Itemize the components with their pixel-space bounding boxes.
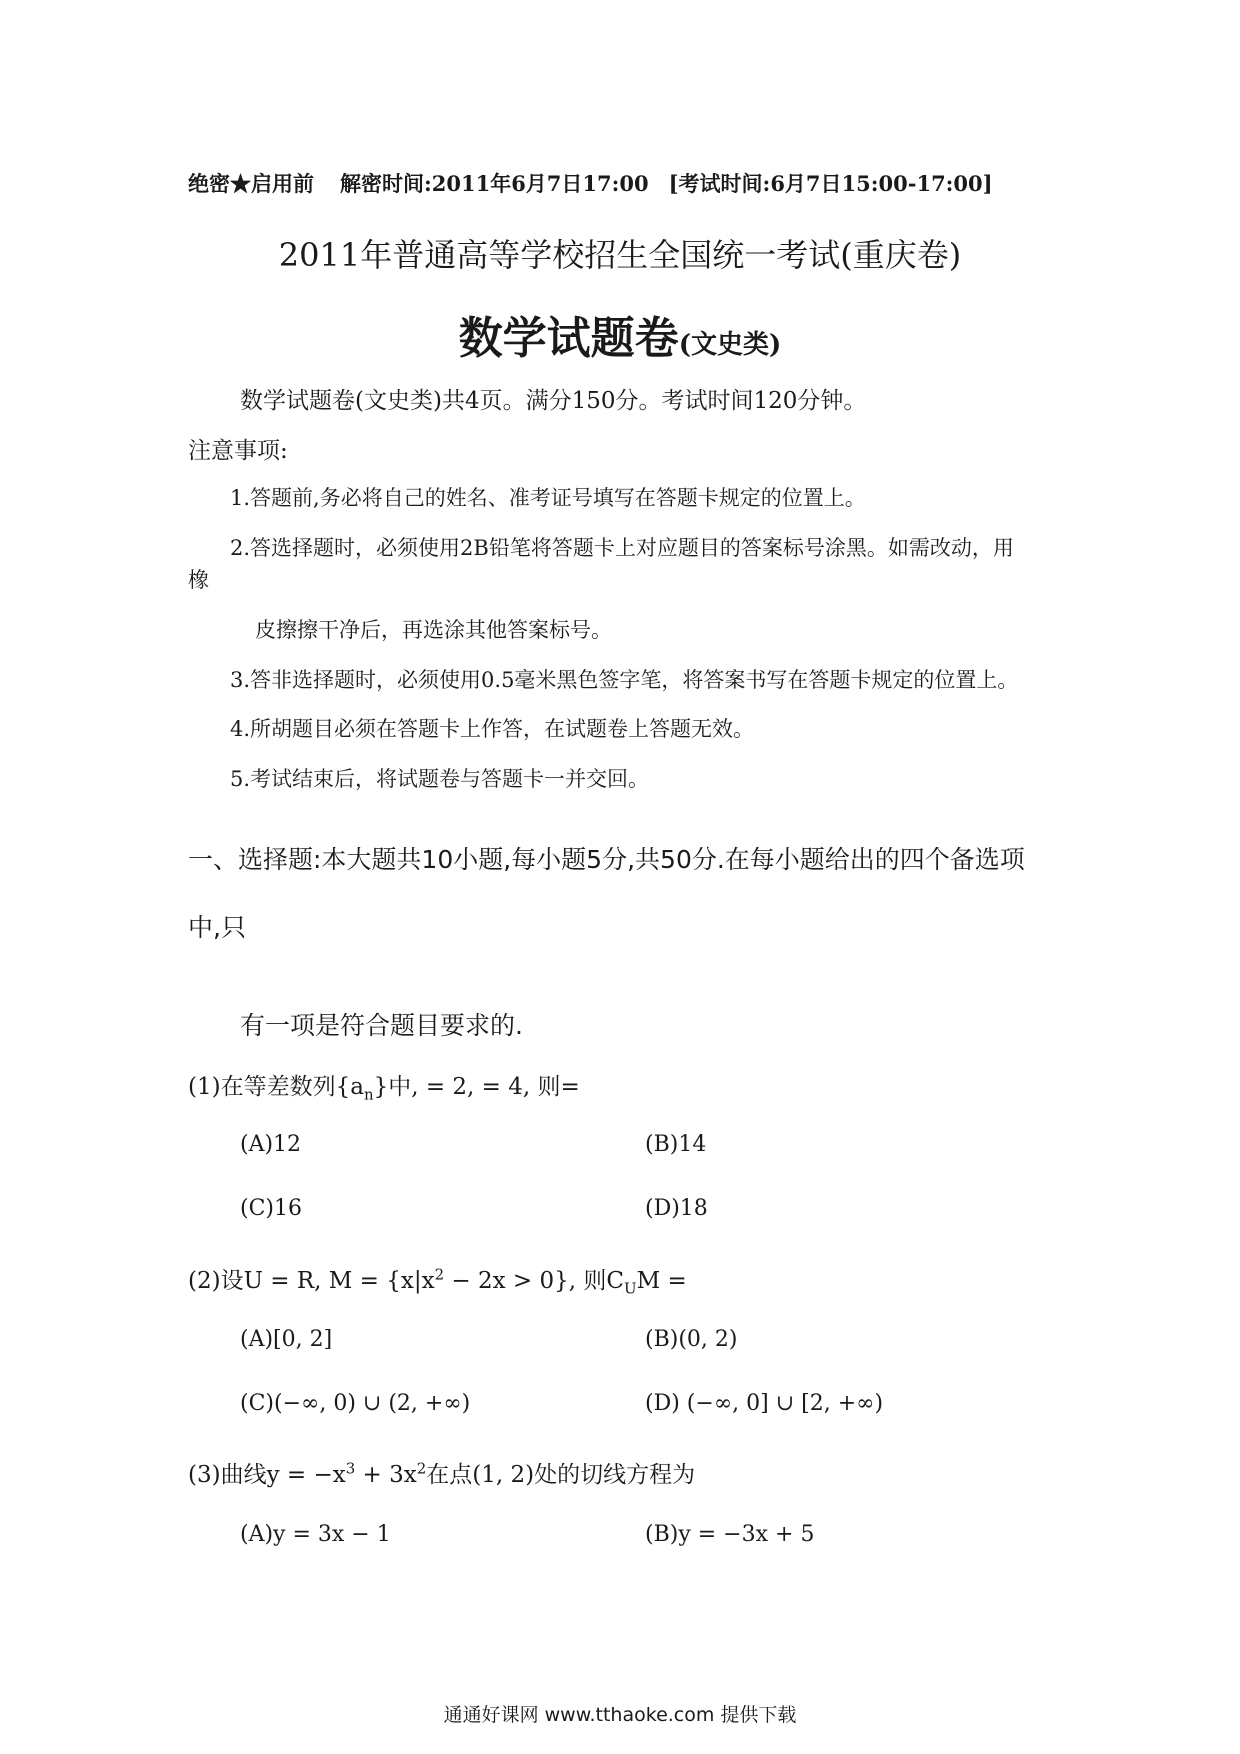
question-3-prefix: (3)曲线y = −x [188,1462,346,1488]
note-item: 2.答选择题时，必须使用2B铅笔将答题卡上对应题目的答案标号涂黑。如需改动，用 [230,536,1014,560]
confidential-label: 绝密★启用前 [188,171,314,196]
note-item: 1.答题前,务必将自己的姓名、准考证号填写在答题卡规定的位置上。 [230,486,866,510]
exam-time: [考试时间:6月7日15:00-17:00] [668,171,993,196]
option-a: (A)[0, 2] [240,1327,333,1352]
sequence-variable: a [350,1074,364,1100]
question-3-exponent-1: 3 [345,1459,356,1478]
option-c: (C)16 [240,1196,302,1221]
notes-heading: 注意事项: [188,438,288,464]
sequence-subscript: n [363,1085,374,1104]
decrypt-time: 解密时间:2011年6月7日17:00 [340,171,649,196]
question-2-subscript: U [623,1279,637,1298]
option-d: (D)18 [645,1196,708,1221]
footer-credit: 通通好课网 www.tthaoke.com 提供下载 [443,1704,797,1726]
question-1-stem [188,1068,580,1104]
sequence-notation: $\{a_n\}$ [335,1074,389,1104]
section-heading-line1: 一、选择题:本大题共10小题,每小题5分,共50分.在每小题给出的四个备选项 [188,845,1025,874]
question-2-mid: − 2x > 0}, 则C [444,1268,624,1294]
question-3-stem [188,1456,695,1489]
option-c: (C)(−∞, 0) ∪ (2, +∞) [240,1391,471,1416]
confidential-header [188,168,993,198]
question-1-prefix: (1)在等差数列 [188,1074,336,1100]
note-item: 橡 [188,568,209,592]
question-3-mid: + 3x [355,1462,417,1488]
question-2-exponent: 2 [434,1265,445,1284]
question-3-suffix: 在点(1, 2)处的切线方程为 [426,1462,696,1488]
note-item: 皮擦擦干净后，再选涂其他答案标号。 [255,618,612,642]
question-2-suffix: M = [636,1268,687,1294]
question-1-suffix: 中, = 2, = 4, 则= [388,1074,580,1100]
subject-title-main: 数学试题卷 [458,313,679,364]
question-2-stem [188,1262,687,1298]
subject-title-sub: (文史类) [678,330,782,360]
option-a: (A)12 [240,1132,302,1157]
question-2-prefix: (2)设U = R, M = {x|x [188,1268,435,1294]
note-item: 5.考试结束后，将试题卷与答题卡一并交回。 [230,767,650,791]
option-d: (D) (−∞, 0] ∪ [2, +∞) [645,1391,884,1416]
option-a: (A)y = 3x − 1 [240,1522,391,1547]
question-3-exponent-2: 2 [416,1459,427,1478]
intro-text: 数学试题卷(文史类)共4页。满分150分。考试时间120分钟。 [240,388,867,414]
subject-title [0,302,1240,366]
note-item: 4.所胡题目必须在答题卡上作答，在试题卷上答题无效。 [230,717,755,741]
option-b: (B)14 [645,1132,707,1157]
option-b: (B)(0, 2) [645,1327,738,1352]
section-heading-line3: 有一项是符合题目要求的. [240,1011,523,1040]
exam-title: 2011年普通高等学校招生全国统一考试(重庆卷) [278,236,962,274]
section-heading-line2: 中,只 [188,913,246,942]
option-b: (B)y = −3x + 5 [645,1522,815,1547]
note-item: 3.答非选择题时，必须使用0.5毫米黑色签字笔，将答案书写在答题卡规定的位置上。 [230,668,1019,692]
